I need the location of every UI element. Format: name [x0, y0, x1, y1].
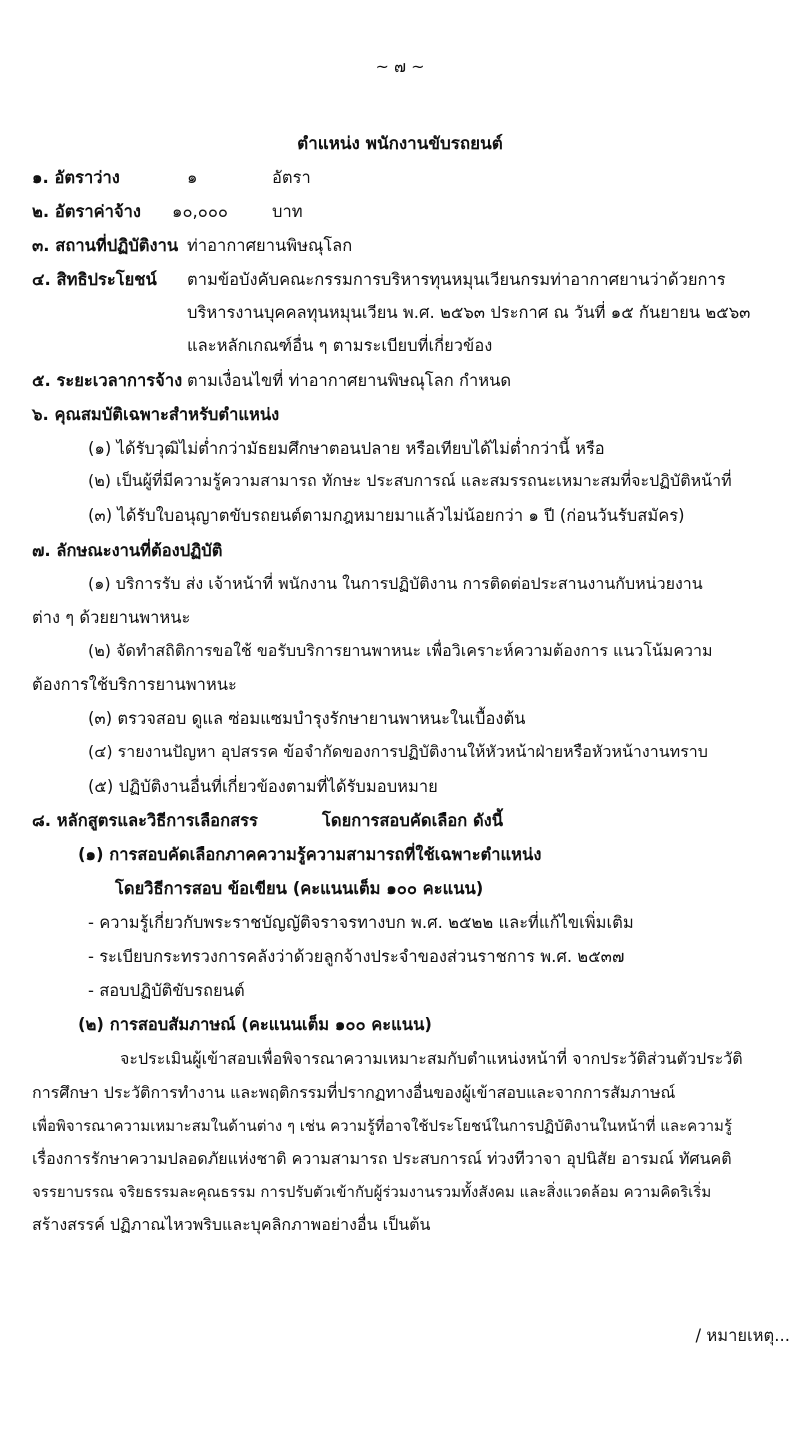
duration-label: ๕. ระยะเวลาการจ้าง — [32, 371, 183, 390]
duties-label: ๗. ลักษณะงานที่ต้องปฏิบัติ — [32, 541, 223, 560]
wage-label: ๒. อัตราค่าจ้าง — [32, 202, 141, 221]
page-title: ตำแหน่ง พนักงานขับรถยนต์ — [297, 134, 503, 154]
duty-item-1: (๑) บริการรับ ส่ง เจ้าหน้าที่ พนักงาน ในการปฏิบัติงาน การติดต่อประสานงานกับหน่วยงาน — [88, 574, 703, 593]
location-value: ท่าอากาศยานพิษณุโลก — [187, 236, 353, 255]
benefits-label: ๔. สิทธิประโยชน์ — [32, 270, 157, 289]
vacancy-unit: อัตรา — [272, 168, 311, 187]
benefits-line-1: ตามข้อบังคับคณะกรรมการบริหารทุนหมุนเวียนกรมท่าอากาศยานว่าด้วยการ — [187, 270, 726, 289]
page-number: ~ ๗ ~ — [375, 57, 425, 76]
duty-item-1-cont: ต่าง ๆ ด้วยยานพาหนะ — [32, 608, 191, 627]
interview-paragraph-line: การศึกษา ประวัติการทำงาน และพฤติกรรมที่ปรากฏทางอื่นของผู้เข้าสอบและจากการสัมภาษณ์ — [32, 1083, 676, 1102]
exam-subject: - ระเบียบกระทรวงการคลังว่าด้วยลูกจ้างประจำของส่วนราชการ พ.ศ. ๒๕๓๗ — [88, 947, 625, 966]
qualifications-label: ๖. คุณสมบัติเฉพาะสำหรับตำแหน่ง — [32, 405, 280, 424]
wage-unit: บาท — [272, 202, 303, 221]
duration-value: ตามเงื่อนไขที่ ท่าอากาศยานพิษณุโลก กำหนด — [187, 371, 512, 390]
benefits-line-3: และหลักเกณฑ์อื่น ๆ ตามระเบียบที่เกี่ยวข้อง — [187, 336, 493, 355]
duty-item-4: (๔) รายงานปัญหา อุปสรรค ข้อจำกัดของการปฏิบัติงานให้หัวหน้าฝ่ายหรือหัวหน้างานทราบ — [88, 742, 708, 761]
vacancy-value: ๑ — [187, 168, 198, 187]
exam-subject: - สอบปฏิบัติขับรถยนต์ — [88, 981, 245, 1000]
written-exam-title: (๑) การสอบคัดเลือกภาคความรู้ความสามารถที่ใช้เฉพาะตำแหน่ง — [78, 845, 542, 864]
written-exam-method: โดยวิธีการสอบ ข้อเขียน (คะแนนเต็ม ๑๐๐ คะแนน) — [115, 879, 484, 898]
qualification-item: (๓) ได้รับใบอนุญาตขับรถยนต์ตามกฎหมายมาแล้วไม่น้อยกว่า ๑ ปี (ก่อนวันรับสมัคร) — [88, 506, 685, 525]
location-label: ๓. สถานที่ปฏิบัติงาน — [32, 236, 179, 255]
interview-paragraph-line: จรรยาบรรณ จริยธรรมละคุณธรรม การปรับตัวเข้ากับผู้ร่วมงานรวมทั้งสังคม และสิ่งแวดล้อม ความคิดริเริ่ม — [32, 1183, 712, 1201]
selection-label: ๘. หลักสูตรและวิธีการเลือกสรร — [32, 811, 258, 830]
qualification-item: (๒) เป็นผู้ที่มีความรู้ความสามารถ ทักษะ ประสบการณ์ และสมรรถนะเหมาะสมที่จะปฏิบัติหน้าที่ — [88, 471, 732, 490]
duty-item-2-cont: ต้องการใช้บริการยานพาหนะ — [32, 675, 237, 694]
exam-subject: - ความรู้เกี่ยวกับพระราชบัญญัติจราจรทางบก พ.ศ. ๒๕๒๒ และที่แก้ไขเพิ่มเติม — [88, 913, 634, 932]
wage-value: ๑๐,๐๐๐ — [172, 202, 229, 221]
duty-item-3: (๓) ตรวจสอบ ดูแล ซ่อมแซมบำรุงรักษายานพาหนะในเบื้องต้น — [88, 709, 526, 728]
duty-item-2: (๒) จัดทำสถิติการขอใช้ ขอรับบริการยานพาหนะ เพื่อวิเคราะห์ความต้องการ แนวโน้มความ — [88, 641, 713, 660]
vacancy-label: ๑. อัตราว่าง — [32, 168, 120, 187]
qualification-item: (๑) ได้รับวุฒิไม่ต่ำกว่ามัธยมศึกษาตอนปลาย หรือเทียบได้ไม่ต่ำกว่านี้ หรือ — [88, 439, 605, 458]
benefits-line-2: บริหารงานบุคคลทุนหมุนเวียน พ.ศ. ๒๕๖๓ ประกาศ ณ วันที่ ๑๕ กันยายน ๒๕๖๓ — [187, 303, 751, 322]
interview-paragraph-line: เรื่องการรักษาความปลอดภัยแห่งชาติ ความสามารถ ประสบการณ์ ท่วงทีวาจา อุปนิสัย อารมณ์ ทัศนคติ — [32, 1149, 732, 1168]
selection-label-tail: โดยการสอบคัดเลือก ดังนี้ — [322, 811, 504, 830]
interview-title: (๒) การสอบสัมภาษณ์ (คะแนนเต็ม ๑๐๐ คะแนน) — [78, 1015, 432, 1034]
interview-paragraph-line: สร้างสรรค์ ปฏิภาณไหวพริบและบุคลิกภาพอย่างอื่น เป็นต้น — [32, 1215, 431, 1234]
duty-item-5: (๕) ปฏิบัติงานอื่นที่เกี่ยวข้องตามที่ได้รับมอบหมาย — [88, 777, 438, 796]
interview-paragraph-line: จะประเมินผู้เข้าสอบเพื่อพิจารณาความเหมาะสมกับตำแหน่งหน้าที่ จากประวัติส่วนตัวประวัติ — [120, 1049, 743, 1068]
interview-paragraph-line: เพื่อพิจารณาความเหมาะสมในด้านต่าง ๆ เช่น ความรู้ที่อาจใช้ประโยชน์ในการปฏิบัติงานในหน้าที่ และความรู้ — [32, 1117, 733, 1135]
continuation-note: / หมายเหตุ... — [695, 1326, 790, 1345]
